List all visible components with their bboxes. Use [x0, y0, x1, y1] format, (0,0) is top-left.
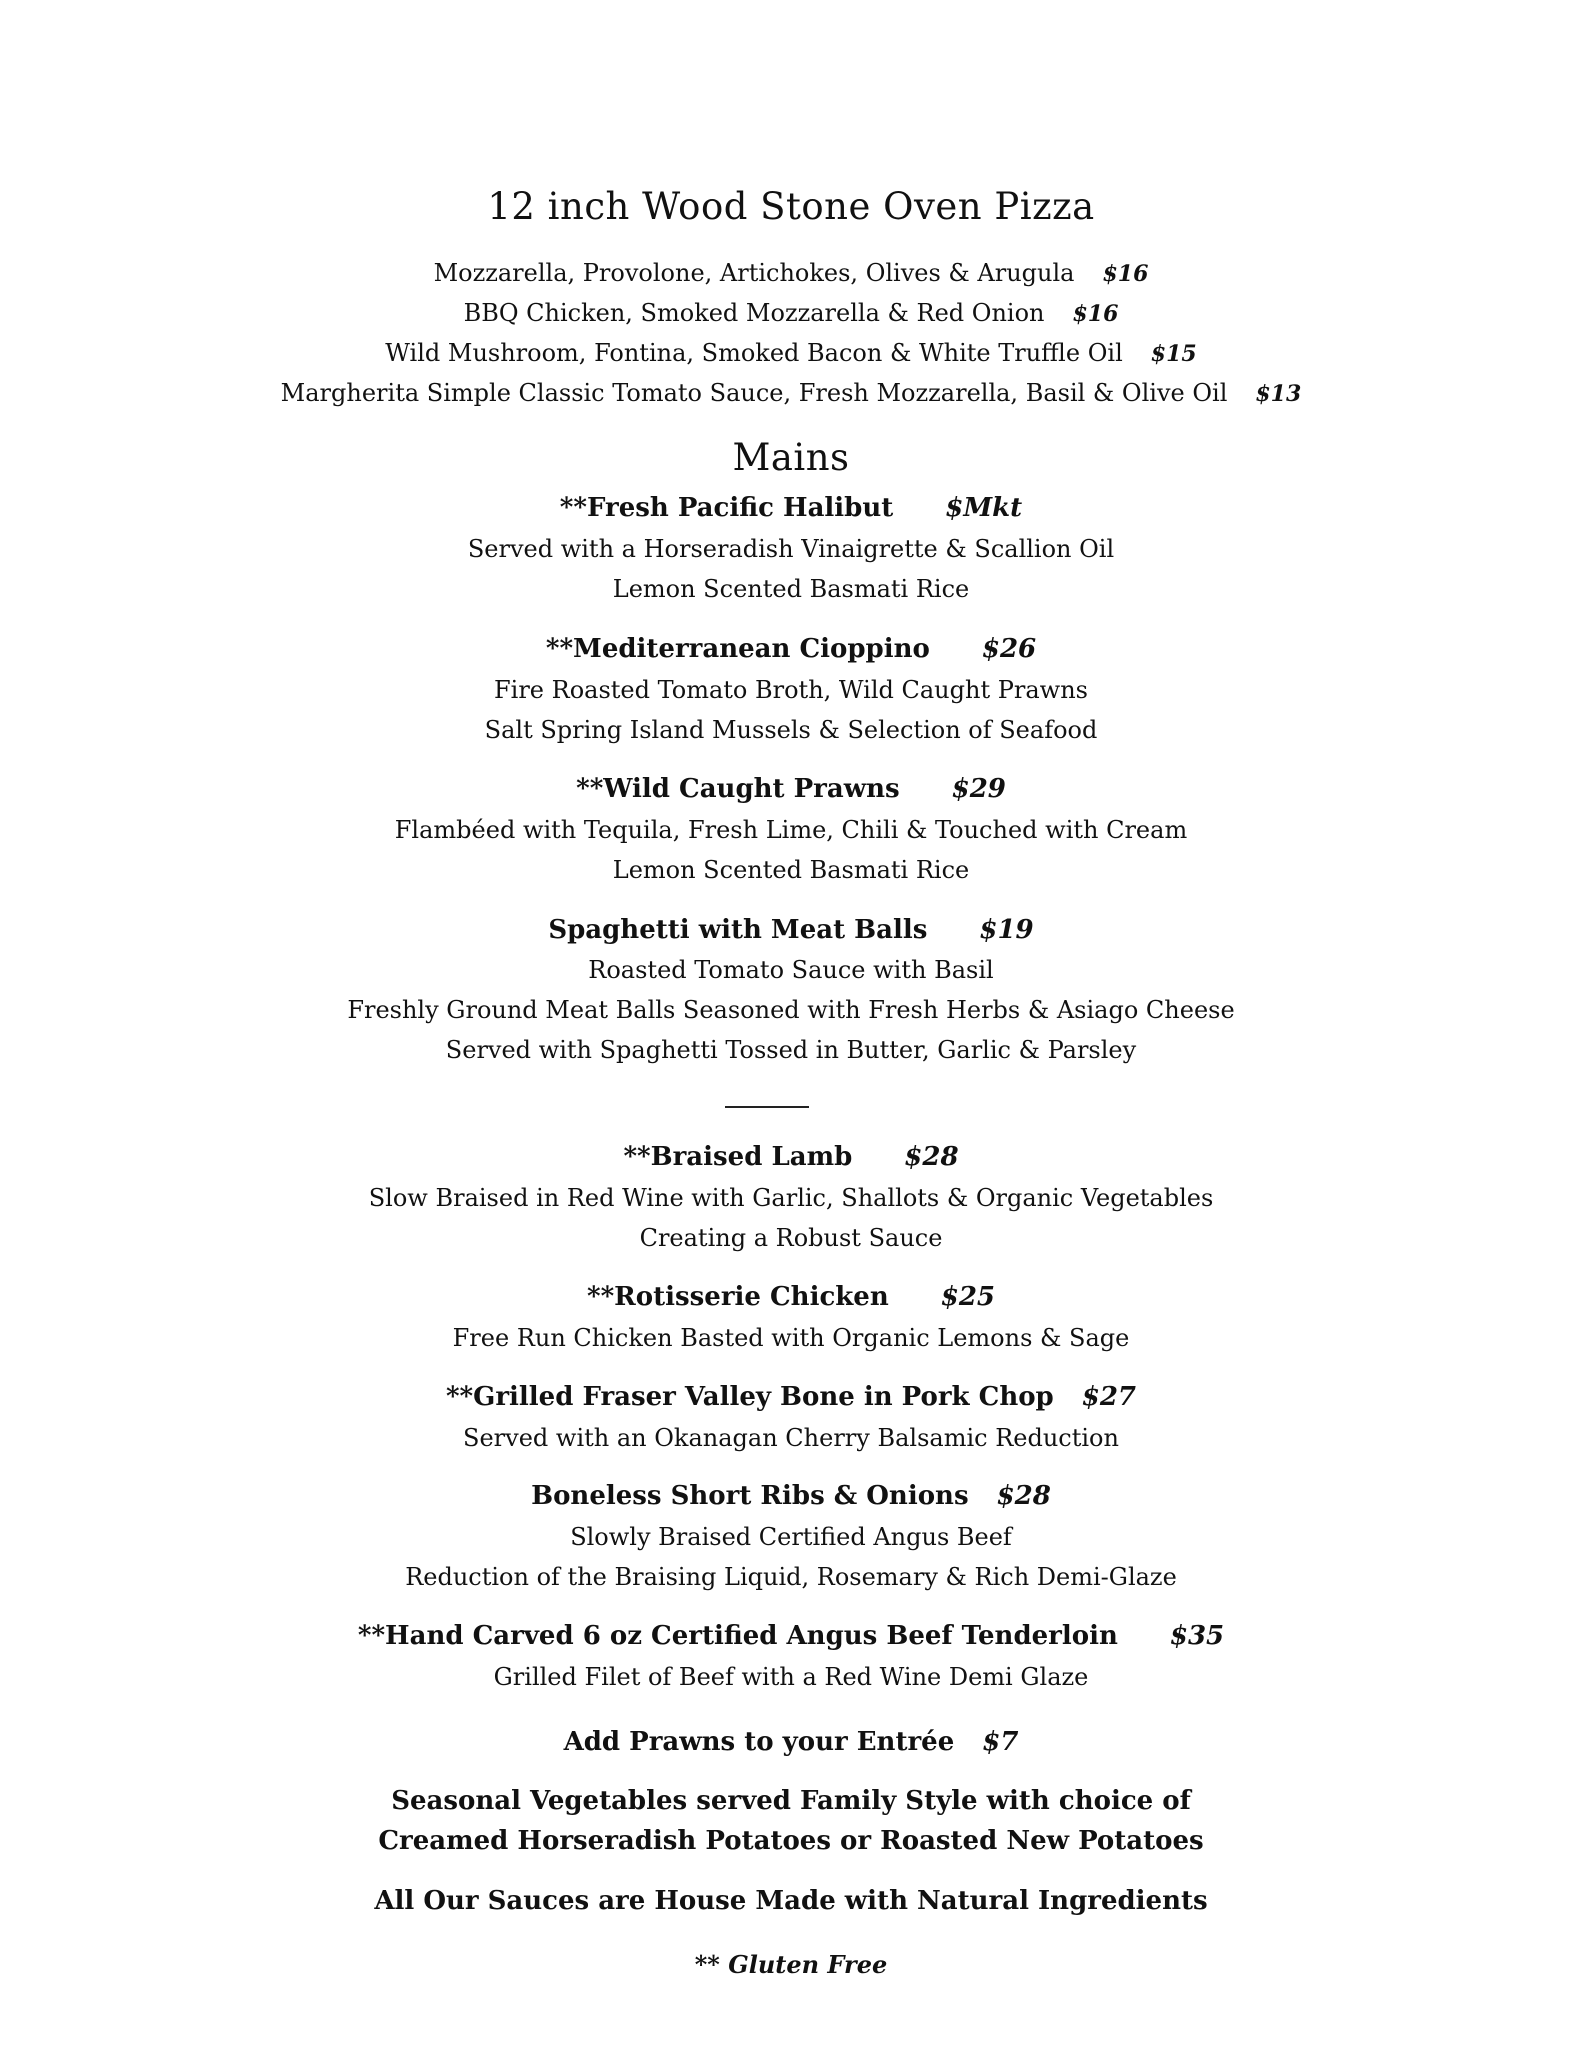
- dish-description: Free Run Chicken Basted with Organic Lemons & Sage: [452, 1324, 1130, 1352]
- dish-description: Lemon Scented Basmati Rice: [612, 856, 970, 884]
- dish-description: Slow Braised in Red Wine with Garlic, Shallots & Organic Vegetables: [368, 1184, 1214, 1212]
- dish-name: **Rotisserie Chicken: [586, 1282, 889, 1312]
- dish-title: [0, 773, 1582, 805]
- dish-description: Flambéed with Tequila, Fresh Lime, Chili & Touched with Cream: [394, 816, 1188, 844]
- pizza-item-price: $16: [1072, 301, 1119, 327]
- dish-price: $26: [981, 634, 1037, 664]
- addon-price: $7: [982, 1727, 1019, 1757]
- dish-description: Served with an Okanagan Cherry Balsamic Reduction: [463, 1424, 1119, 1452]
- dish-description: Fire Roasted Tomato Broth, Wild Caught Prawns: [494, 676, 1088, 704]
- dish-name: Boneless Short Ribs & Onions: [531, 1481, 969, 1511]
- dish-title: [0, 1480, 1582, 1512]
- dish-title: [0, 633, 1582, 665]
- dish-price: $19: [979, 915, 1034, 945]
- pizza-item-name: Wild Mushroom, Fontina, Smoked Bacon & White Truffle Oil: [385, 339, 1123, 367]
- dish-description: Served with Spaghetti Tossed in Butter, Garlic & Parsley: [445, 1036, 1137, 1064]
- gluten-free-note: ** Gluten Free: [694, 1950, 888, 1979]
- vegetables-note-line2: Creamed Horseradish Potatoes or Roasted New Potatoes: [378, 1826, 1204, 1856]
- dish-price: $27: [1081, 1382, 1137, 1412]
- sauces-note: All Our Sauces are House Made with Natural Ingredients: [374, 1886, 1208, 1916]
- pizza-item-name: Margherita Simple Classic Tomato Sauce, Fresh Mozzarella, Basil & Olive Oil: [280, 379, 1228, 407]
- dish-title: [0, 1620, 1582, 1652]
- pizza-section-title: 12 inch Wood Stone Oven Pizza: [487, 185, 1095, 228]
- dish-description: Lemon Scented Basmati Rice: [612, 575, 970, 603]
- pizza-item: [0, 338, 1582, 369]
- addon-line: [0, 1726, 1582, 1758]
- pizza-item: [0, 298, 1582, 329]
- dish-name: **Mediterranean Cioppino: [545, 634, 930, 664]
- pizza-item: [0, 258, 1582, 289]
- dish-name: **Grilled Fraser Valley Bone in Pork Chop: [445, 1382, 1054, 1412]
- pizza-item-name: Mozzarella, Provolone, Artichokes, Olives & Arugula: [433, 259, 1075, 287]
- dish-price: $25: [940, 1282, 996, 1312]
- dish-description: Roasted Tomato Sauce with Basil: [588, 956, 994, 984]
- dish-price: $28: [904, 1142, 959, 1172]
- dish-title: [0, 914, 1582, 946]
- dish-title: [0, 1281, 1582, 1313]
- pizza-item-price: $16: [1102, 261, 1149, 287]
- pizza-item: [0, 378, 1582, 409]
- dish-description: Salt Spring Island Mussels & Selection of Seafood: [484, 716, 1098, 744]
- dish-description: Reduction of the Braising Liquid, Rosemary & Rich Demi-Glaze: [405, 1563, 1177, 1591]
- dish-price: $35: [1169, 1621, 1225, 1651]
- section-divider: [725, 1106, 809, 1108]
- dish-description: Creating a Robust Sauce: [639, 1224, 943, 1252]
- dish-price: $28: [996, 1481, 1051, 1511]
- dish-title: [0, 492, 1582, 524]
- dish-description: Freshly Ground Meat Balls Seasoned with Fresh Herbs & Asiago Cheese: [347, 996, 1235, 1024]
- dish-description: Grilled Filet of Beef with a Red Wine Demi Glaze: [493, 1663, 1089, 1691]
- dish-name: **Wild Caught Prawns: [576, 774, 900, 804]
- addon-label: Add Prawns to your Entrée: [563, 1727, 955, 1757]
- pizza-item-name: BBQ Chicken, Smoked Mozzarella & Red Onion: [463, 299, 1045, 327]
- dish-title: [0, 1381, 1582, 1413]
- dish-title: [0, 1141, 1582, 1173]
- dish-price: $Mkt: [945, 493, 1023, 523]
- dish-description: Slowly Braised Certified Angus Beef: [570, 1523, 1012, 1551]
- dish-name: **Hand Carved 6 oz Certified Angus Beef Tenderloin: [357, 1621, 1118, 1651]
- dish-name: Spaghetti with Meat Balls: [548, 915, 928, 945]
- pizza-item-price: $13: [1255, 381, 1302, 407]
- dish-name: **Fresh Pacific Halibut: [559, 493, 894, 523]
- dish-name: **Braised Lamb: [623, 1142, 853, 1172]
- dish-description: Served with a Horseradish Vinaigrette & Scallion Oil: [467, 535, 1115, 563]
- dish-price: $29: [951, 774, 1006, 804]
- vegetables-note-line1: Seasonal Vegetables served Family Style with choice of: [391, 1786, 1191, 1816]
- mains-section-title: Mains: [732, 436, 850, 479]
- pizza-item-price: $15: [1150, 341, 1197, 367]
